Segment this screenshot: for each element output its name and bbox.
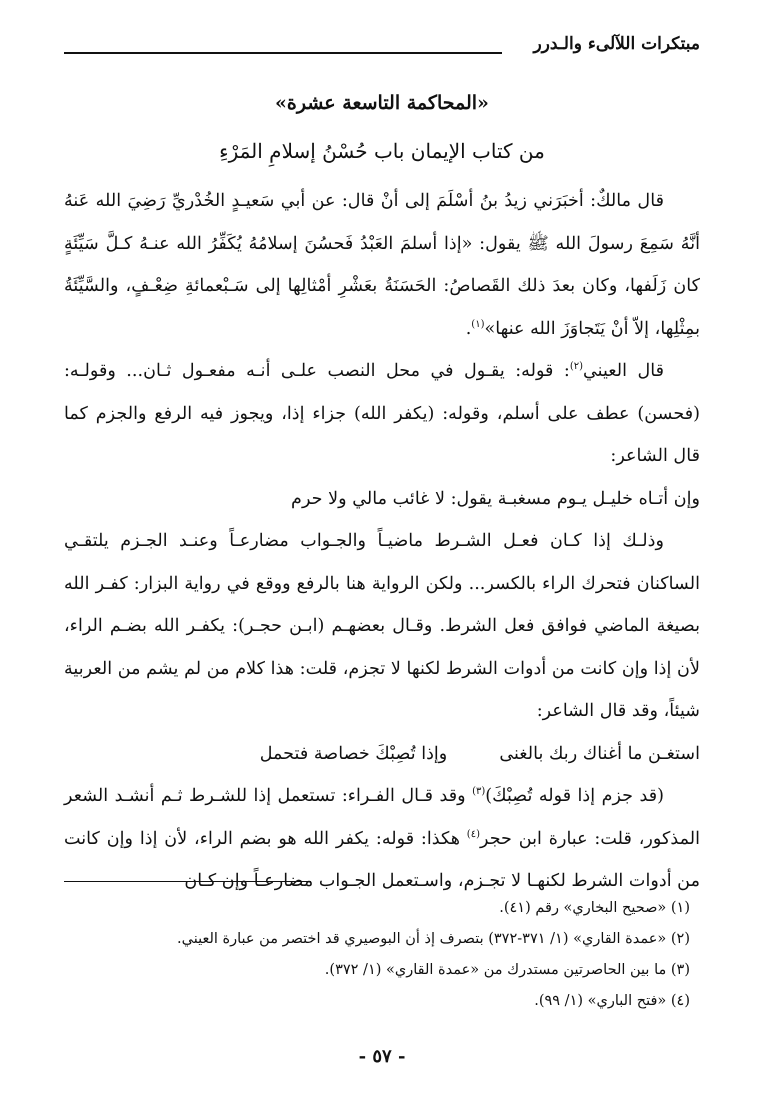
- paragraph-aini: [64, 350, 700, 478]
- footnote-ref-3: (٣): [472, 786, 486, 798]
- verse-2-second-hemistich: وإذا تُصِبْكَ خصاصة فتحمل: [259, 743, 448, 764]
- farra-text-c: هكذا: قوله: يكفر الله هو بضم الراء، لأن إذا وإن كانت من أدوات الشرط لكنهـا لا تجـزم، واسـتعمل الجـواب مضارعـاً وإن كـان: [64, 828, 700, 891]
- footnote-1: (١) «صحيح البخاري» رقم (٤١).: [499, 900, 690, 916]
- footnote-4: (٤) «فتح الباري» (١/ ٩٩).: [534, 993, 690, 1009]
- aini-name: قال العيني: [583, 361, 664, 381]
- header-rule: [64, 52, 502, 54]
- hadith-end: .: [465, 318, 472, 339]
- footnote-ref-4: (٤): [466, 828, 480, 840]
- footnote-3: (٣) ما بين الحاصرتين مستدرك من «عمدة القاري» (١/ ٣٧٢).: [324, 962, 690, 978]
- footnote-rule: [64, 881, 311, 882]
- page-number: - ٥٧ -: [358, 1046, 406, 1067]
- hadith-text: قال مالكٌ: أخبَرَني زيدُ بنُ أسْلَمَ إلى أنْ قال: عن أبي سَعيـدٍ الخُدْريِّ رَضِيَ الله عَنهُ أنَّهُ سَمِعَ رسولَ الله ﷺ يقول: «إذا أسلمَ العَبْدُ فَحسُنَ إسلامُهُ يُكَفِّرُ الله عنـهُ كـلَّ سَيِّئَةٍ كان زَلَفها، وكان بعدَ ذلك القَصاصُ: الحَسَنَةُ بعَشْرِ أمْثالِها إلى سَـبْعمائةِ ضِعْـفٍ، والسَّيِّئَةُ بمِثْلِها، إلاّ أنْ يَتَجاوَزَ الله عنها»: [64, 191, 700, 339]
- running-header-title: مبتكرات اللآلىء والـدرر: [533, 34, 700, 54]
- footnotes: [64, 893, 700, 1017]
- footnote-2: (٢) «عمدة القاري» (١/ ٣٧١-٣٧٢) بتصرف إذ أن البوصيري قد اختصر من عبارة العيني.: [177, 931, 690, 947]
- section-subtitle: من كتاب الإيمان باب حُسْنُ إسلامِ المَرْءِ: [219, 139, 545, 163]
- main-text: [64, 180, 700, 903]
- footnote-ref-1: (١): [471, 318, 485, 330]
- farra-text-b: وقد قـال الفـراء: تستعمل إذا للشـرط ثـم أنشـد الشعر المذكور، قلت: عبارة ابن حجر: [64, 786, 700, 849]
- paragraph-farra: [64, 775, 700, 903]
- aini-text: : قوله: يقـول في محل النصب علـى أنـه مفعـول ثـان... وقولـه: (فحسن) عطف على أسلم، وقوله: (يكفر الله) جزاء إذا، ويجوز فيه الرفع والجزم كما قال الشاعر:: [64, 361, 700, 466]
- paragraph-hadith: [64, 180, 700, 350]
- footnote-ref-2: (٢): [569, 361, 583, 373]
- paragraph-grammar: وذلـك إذا كـان فعـل الشـرط ماضيـاً والجـواب مضارعـاً وعنـد الجـزم يلتقـي الساكنان فتحرك الراء بالكسر... ولكن الرواية هنا بالرفع ووقع في رواية البزار: كفـر الله بصيغة الماضي فوافق فعل الشرط. وقـال بعضهـم (ابـن حجـر): يكفـر الله بضـم الراء، لأن إذا وإن كانت من أدوات الشرط لكنها لا تجزم، قلت: هذا كلام من لم يشم من العربية شيئاً، وقد قال الشاعر:: [64, 531, 700, 721]
- verse-2-first-hemistich: استغـن ما أغناك ربك بالغنى: [499, 743, 700, 764]
- verse-1: وإن أتـاه خليـل يـوم مسغبـة يقول: لا غائب مالي ولا حرم: [291, 488, 700, 509]
- farra-text-a: (قد جزم إذا قوله تُصِبْكَ): [485, 786, 664, 806]
- section-title: «المحاكمة التاسعة عشرة»: [275, 92, 489, 114]
- verse-2: [64, 733, 700, 776]
